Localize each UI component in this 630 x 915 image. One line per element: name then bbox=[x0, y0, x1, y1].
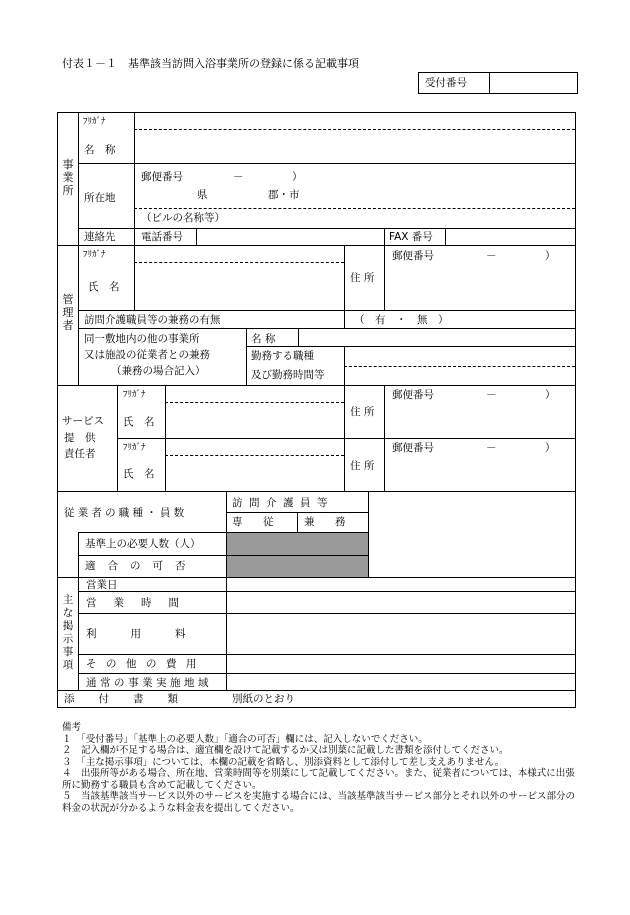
remark-item: ２ 記入欄が不足する場合は、適宜欄を設けて記載するか又は別葉に記載した書類を添付してください。 bbox=[62, 745, 509, 756]
manager-concurrent-toggle[interactable]: （ 有 ・ 無 ） bbox=[354, 314, 449, 326]
provider2-furigana-field[interactable] bbox=[166, 439, 343, 455]
office-building-label: （ビルの名称等） bbox=[141, 212, 225, 224]
fees-label: 利用料 bbox=[86, 628, 220, 640]
form-title: 付表１－１ 基準該当訪問入浴事業所の登録に係る記載事項 bbox=[62, 57, 359, 70]
manager-furigana-field[interactable] bbox=[135, 246, 343, 262]
provider1-furigana-field[interactable] bbox=[166, 386, 343, 402]
manager-name-field[interactable] bbox=[135, 263, 343, 309]
office-furigana-field[interactable] bbox=[135, 113, 574, 129]
other-fees-label: その他の費用 bbox=[86, 658, 206, 670]
required-staff-label: 基準上の必要人数（人） bbox=[85, 538, 201, 550]
manager-address-field[interactable] bbox=[385, 264, 574, 309]
suitability-label: 適合の可否 bbox=[85, 560, 198, 572]
provider2-address-field[interactable] bbox=[385, 456, 574, 490]
job-header: 訪問介護員等 bbox=[232, 497, 334, 509]
notices-section-label: 主 な 掲 示 事 項 bbox=[62, 594, 74, 671]
manager-furigana-label: ﾌﾘｶﾞﾅ bbox=[83, 250, 106, 260]
staff-label: 従業者の職種・員数 bbox=[64, 507, 188, 519]
office-postal-label: 郵便番号 bbox=[141, 171, 183, 183]
attachment-value: 別紙のとおり bbox=[232, 693, 295, 705]
office-phone-field[interactable] bbox=[197, 229, 383, 245]
service-area-label: 通常の事業実施地域 bbox=[86, 677, 212, 689]
reception-number-label: 受付番号 bbox=[425, 77, 467, 89]
office-address-label: 所在地 bbox=[84, 192, 116, 204]
provider2-name-label: 氏 名 bbox=[123, 468, 155, 480]
remark-item: ３ 「主な掲示事項」については、本欄の記載を省略し、別添資料として添付して差し支えありません。 bbox=[62, 756, 505, 768]
office-name-field[interactable] bbox=[135, 130, 574, 162]
manager-postal-label: 郵便番号 bbox=[392, 250, 434, 262]
office-furigana-label: ﾌﾘｶﾞﾅ bbox=[83, 117, 106, 127]
provider2-address-label: 住 所 bbox=[350, 460, 375, 472]
other-office-name-label: 名 称 bbox=[251, 333, 276, 345]
service-section-label-1: サービス bbox=[62, 415, 104, 427]
manager-section-label: 管 理 者 bbox=[62, 293, 74, 332]
required-staff-gray-cell bbox=[227, 533, 368, 555]
business-days-label: 営業日 bbox=[86, 579, 118, 591]
office-name-label: 名 称 bbox=[84, 144, 116, 156]
manager-concurrent-label: 訪問介護職員等の兼務の有無 bbox=[84, 314, 221, 326]
remarks bbox=[62, 722, 582, 814]
remark-item: ５ 当該基準該当サービス以外のサービスを実施する場合には、当該基準該当サービス部分とそれ以外のサービス部分の料金の状況が分かるような料金表を提出してください。 bbox=[62, 791, 576, 814]
other-office-name-field[interactable] bbox=[299, 329, 574, 345]
provider1-address-field[interactable] bbox=[385, 403, 574, 437]
office-contact-label: 連絡先 bbox=[84, 231, 116, 243]
fulltime-header: 専 従 bbox=[232, 516, 279, 528]
business-days-field[interactable] bbox=[227, 578, 574, 591]
attachment-label: 添付書類 bbox=[64, 693, 202, 705]
provider1-name-label: 氏 名 bbox=[123, 416, 155, 428]
provider2-name-field[interactable] bbox=[166, 456, 343, 490]
office-fax-label: FAX 番号 bbox=[389, 231, 433, 243]
suitability-gray-cell bbox=[227, 556, 368, 577]
provider2-furigana-label: ﾌﾘｶﾞﾅ bbox=[123, 443, 146, 453]
remark-item: １ 「受付番号」「基準上の必要人数」「適合の可否」欄には、記入しないでください。 bbox=[62, 733, 428, 745]
office-pref-label: 県 bbox=[197, 189, 208, 201]
office-address-field[interactable] bbox=[135, 164, 574, 207]
business-hours-field[interactable] bbox=[227, 592, 574, 613]
duty-hours-field[interactable] bbox=[345, 347, 574, 384]
provider1-furigana-label: ﾌﾘｶﾞﾅ bbox=[123, 390, 146, 400]
remark-item: ４ 出張所等がある場合、所在地、営業時間等を別葉にして記載してください。また、従業者については、本様式に出張所に勤務する職員も含めて記載してください。 bbox=[62, 768, 575, 791]
service-area-field[interactable] bbox=[227, 674, 574, 690]
office-phone-label: 電話番号 bbox=[141, 231, 183, 243]
business-hours-label: 営業時間 bbox=[86, 597, 196, 609]
manager-name-label: 氏 名 bbox=[88, 281, 120, 293]
fees-field[interactable] bbox=[227, 614, 574, 654]
remarks-title: 備考 bbox=[62, 722, 82, 733]
office-city-label: 郡・市 bbox=[268, 189, 300, 201]
provider1-name-field[interactable] bbox=[166, 403, 343, 437]
other-fees-field[interactable] bbox=[227, 655, 574, 673]
manager-address-label: 住 所 bbox=[350, 272, 375, 284]
provider1-address-label: 住 所 bbox=[350, 406, 375, 418]
office-section-label: 事業所 bbox=[62, 158, 74, 197]
office-fax-field[interactable] bbox=[446, 229, 574, 245]
reception-number-field[interactable] bbox=[490, 73, 575, 92]
concurrent-header: 兼 務 bbox=[304, 516, 351, 528]
